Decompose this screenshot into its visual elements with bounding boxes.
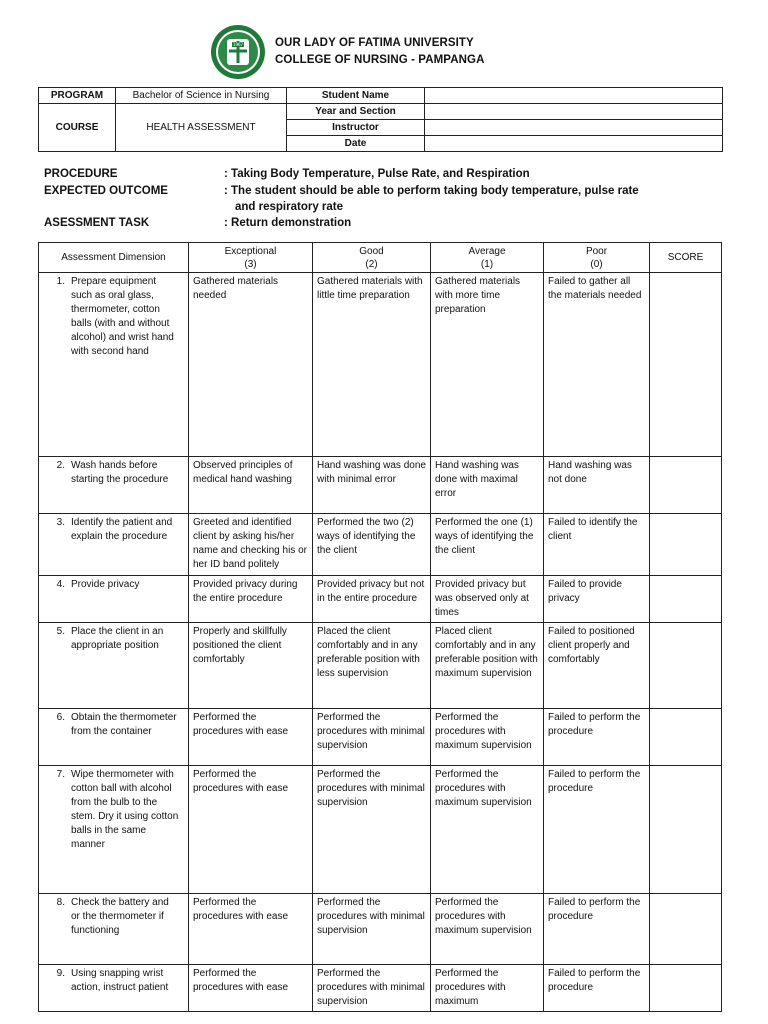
exceptional-cell: Observed principles of medical hand washing: [189, 457, 313, 514]
exceptional-cell: Performed the procedures with ease: [189, 894, 313, 965]
header-exceptional: Exceptional (3): [189, 243, 313, 273]
good-cell: Placed the client comfortably and in any preferable position with less supervision: [313, 623, 431, 709]
letterhead: [207, 24, 484, 80]
header-average: Average (1): [431, 243, 544, 273]
assessment-dimension-cell: [39, 766, 189, 894]
score-cell[interactable]: [650, 514, 722, 576]
item-description: Prepare equipment such as oral glass, thermometer, cotton balls (with and without alcohol) and wrist hand with second hand: [71, 276, 174, 357]
program-label: PROGRAM: [39, 88, 116, 104]
assessment-dimension-cell: [39, 457, 189, 514]
item-number: 8.: [56, 897, 65, 908]
score-cell[interactable]: [650, 766, 722, 894]
table-row: [39, 965, 722, 1012]
instructor-label: Instructor: [287, 120, 425, 136]
course-value: HEALTH ASSESSMENT: [116, 104, 287, 152]
assessment-dimension-cell: [39, 709, 189, 766]
program-value: Bachelor of Science in Nursing: [116, 88, 287, 104]
poor-cell: Failed to perform the procedure: [544, 709, 650, 766]
score-cell[interactable]: [650, 894, 722, 965]
procedure-block: [44, 166, 734, 232]
item-description: Wipe thermometer with cotton ball with alcohol from the bulb to the stem. Dry it using cotton balls in the same manner: [71, 769, 179, 850]
average-cell: Performed the procedures with maximum supervision: [431, 894, 544, 965]
procedure-label: PROCEDURE: [44, 168, 118, 180]
score-cell[interactable]: [650, 457, 722, 514]
score-cell[interactable]: [650, 965, 722, 1012]
task-value: : Return demonstration: [224, 217, 352, 229]
poor-cell: Hand washing was not done: [544, 457, 650, 514]
procedure-value: : Taking Body Temperature, Pulse Rate, and Respiration: [224, 168, 530, 180]
university-seal-logo: [207, 24, 269, 80]
good-cell: Performed the two (2) ways of identifying the the client: [313, 514, 431, 576]
poor-cell: Failed to provide privacy: [544, 576, 650, 623]
assessment-dimension-cell: [39, 514, 189, 576]
year-section-label: Year and Section: [287, 104, 425, 120]
item-description: Obtain the thermometer from the container: [71, 712, 177, 737]
item-number: 6.: [56, 712, 65, 723]
course-label: COURSE: [39, 104, 116, 152]
item-number: 9.: [56, 968, 65, 979]
student-name-field[interactable]: [425, 88, 723, 104]
item-description: Place the client in an appropriate position: [71, 626, 164, 651]
score-cell[interactable]: [650, 273, 722, 457]
good-cell: Hand washing was done with minimal error: [313, 457, 431, 514]
item-description: Provide privacy: [71, 579, 140, 590]
score-cell[interactable]: [650, 709, 722, 766]
table-row: [39, 894, 722, 965]
exceptional-cell: Performed the procedures with ease: [189, 766, 313, 894]
poor-cell: Failed to perform the procedure: [544, 766, 650, 894]
average-cell: Placed client comfortably and in any preferable position with maximum supervision: [431, 623, 544, 709]
table-row: [39, 273, 722, 457]
assessment-dimension-cell: [39, 623, 189, 709]
poor-cell: Failed to identify the client: [544, 514, 650, 576]
table-row: [39, 709, 722, 766]
poor-cell: Failed to gather all the materials needed: [544, 273, 650, 457]
item-number: 1.: [56, 276, 65, 287]
college-name: COLLEGE OF NURSING - PAMPANGA: [275, 54, 485, 66]
average-cell: Performed the procedures with maximum: [431, 965, 544, 1012]
exceptional-cell: Greeted and identified client by asking his/her name and checking his or her ID band politely: [189, 514, 313, 576]
poor-cell: Failed to positioned client properly and comfortably: [544, 623, 650, 709]
assessment-dimension-cell: [39, 273, 189, 457]
average-cell: Provided privacy but was observed only at times: [431, 576, 544, 623]
average-cell: Performed the one (1) ways of identifying the the client: [431, 514, 544, 576]
table-row: [39, 623, 722, 709]
header-good: Good (2): [313, 243, 431, 273]
average-cell: Performed the procedures with maximum supervision: [431, 766, 544, 894]
header-score: SCORE: [650, 243, 722, 273]
good-cell: Performed the procedures with minimal supervision: [313, 766, 431, 894]
year-section-field[interactable]: [425, 104, 723, 120]
good-cell: Provided privacy but not in the entire procedure: [313, 576, 431, 623]
item-description: Identify the patient and explain the procedure: [71, 517, 173, 542]
exceptional-cell: Provided privacy during the entire procedure: [189, 576, 313, 623]
table-row: [39, 457, 722, 514]
assessment-dimension-cell: [39, 965, 189, 1012]
item-description: Using snapping wrist action, instruct patient: [71, 968, 169, 993]
good-cell: Performed the procedures with minimal supervision: [313, 709, 431, 766]
date-label: Date: [287, 136, 425, 152]
item-description: Wash hands before starting the procedure: [71, 460, 169, 485]
assessment-dimension-cell: [39, 576, 189, 623]
item-number: 2.: [56, 460, 65, 471]
average-cell: Hand washing was done with maximal error: [431, 457, 544, 514]
average-cell: Performed the procedures with maximum supervision: [431, 709, 544, 766]
date-field[interactable]: [425, 136, 723, 152]
svg-text:1967: 1967: [232, 42, 244, 47]
rubric-table: [38, 242, 722, 1012]
header-dimension: Assessment Dimension: [39, 243, 189, 273]
outcome-value: : The student should be able to perform taking body temperature, pulse rate: [224, 185, 639, 197]
student-name-label: Student Name: [287, 88, 425, 104]
item-description: Check the battery and or the thermometer if functioning: [71, 897, 169, 936]
outcome-continuation: and respiratory rate: [235, 201, 344, 213]
instructor-field[interactable]: [425, 120, 723, 136]
good-cell: Gathered materials with little time preparation: [313, 273, 431, 457]
university-name: OUR LADY OF FATIMA UNIVERSITY: [275, 37, 474, 49]
item-number: 3.: [56, 517, 65, 528]
average-cell: Gathered materials with more time preparation: [431, 273, 544, 457]
item-number: 4.: [56, 579, 65, 590]
score-cell[interactable]: [650, 623, 722, 709]
poor-cell: Failed to perform the procedure: [544, 894, 650, 965]
exceptional-cell: Performed the procedures with ease: [189, 709, 313, 766]
outcome-label: EXPECTED OUTCOME: [44, 185, 168, 197]
exceptional-cell: Performed the procedures with ease: [189, 965, 313, 1012]
item-number: 7.: [56, 769, 65, 780]
assessment-dimension-cell: [39, 894, 189, 965]
good-cell: Performed the procedures with minimal supervision: [313, 894, 431, 965]
table-row: [39, 576, 722, 623]
student-info-table: [38, 87, 723, 152]
good-cell: Performed the procedures with minimal supervision: [313, 965, 431, 1012]
header-poor: Poor (0): [544, 243, 650, 273]
task-label: ASESSMENT TASK: [44, 217, 150, 229]
poor-cell: Failed to perform the procedure: [544, 965, 650, 1012]
exceptional-cell: Properly and skillfully positioned the client comfortably: [189, 623, 313, 709]
score-cell[interactable]: [650, 576, 722, 623]
table-row: [39, 514, 722, 576]
table-row: [39, 766, 722, 894]
exceptional-cell: Gathered materials needed: [189, 273, 313, 457]
item-number: 5.: [56, 626, 65, 637]
